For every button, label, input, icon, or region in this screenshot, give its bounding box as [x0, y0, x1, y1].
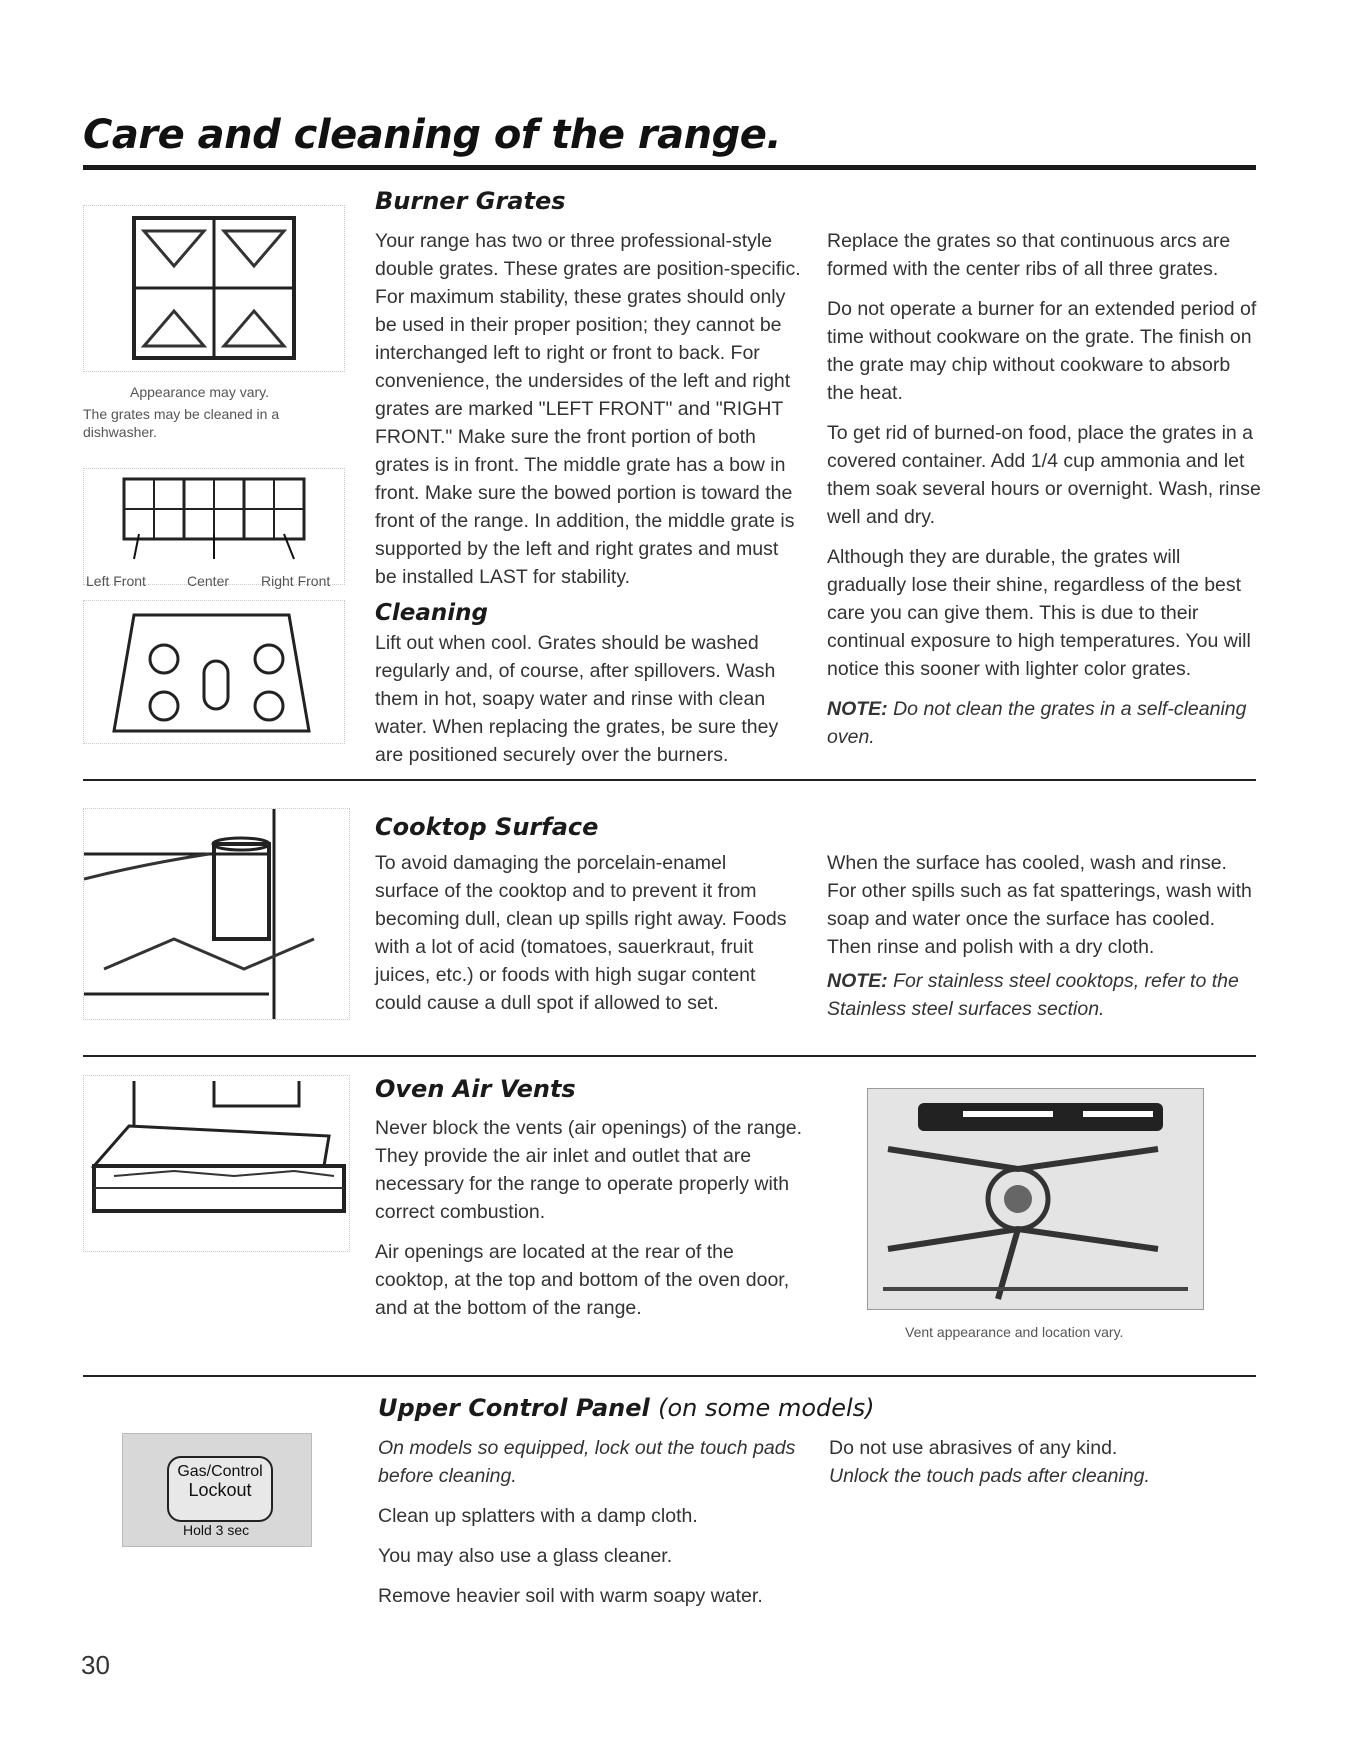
unlock-pads-paragraph: Unlock the touch pads after cleaning. — [829, 1465, 1150, 1487]
lockout-line2: Lockout — [188, 1480, 252, 1500]
three-grates-illustration — [83, 468, 345, 585]
damp-cloth-paragraph: Clean up splatters with a damp cloth. — [378, 1505, 698, 1527]
lockout-line3: Hold 3 sec — [183, 1522, 250, 1538]
grates-note — [827, 695, 1262, 751]
section-divider-3 — [83, 1375, 1256, 1377]
cooktop-burners-illustration — [83, 600, 345, 744]
upper-control-panel-col2 — [829, 1434, 1249, 1490]
vent-caption: Vent appearance and location vary. — [905, 1324, 1124, 1340]
label-center: Center — [187, 573, 230, 589]
burner-grates-col1 — [375, 227, 805, 769]
vents-location-paragraph: Air openings are located at the rear of the cooktop, at the top and bottom of the oven door, and at the bottom of the range. — [375, 1241, 790, 1319]
cooktop-cooled-paragraph: When the surface has cooled, wash and rinse. For other spills such as fat spatterings, wash with soap and water once the surface has cooled. Then rinse and polish with a dry cloth. — [827, 852, 1252, 958]
section-divider-1 — [83, 779, 1256, 781]
cooktop-note-label: NOTE: — [827, 970, 888, 992]
cooktop-surface-col2 — [827, 849, 1252, 1023]
grate-caption-dishwasher: The grates may be cleaned in a dishwasher. — [83, 406, 280, 440]
no-abrasives-paragraph: Do not use abrasives of any kind. — [829, 1437, 1118, 1459]
grates-durable-paragraph: Although they are durable, the grates will gradually lose their shine, regardless of the best care you can give them. This is due to their continual exposure to high temperatures. You will notice this sooner with lighter color grates. — [827, 546, 1251, 680]
grate-caption-appearance: Appearance may vary. — [130, 384, 270, 400]
note-text: Do not clean the grates in a self-cleaning oven. — [827, 698, 1247, 748]
label-right-front: Right Front — [261, 573, 331, 589]
cleaning-heading: Cleaning — [375, 600, 488, 626]
note-label: NOTE: — [827, 698, 888, 720]
grates-burned-on-paragraph: To get rid of burned-on food, place the grates in a covered container. Add 1/4 cup ammonia and let them soak several hours or overnight. Wash, rinse well and dry. — [827, 422, 1261, 528]
upper-control-panel-subtitle: (on some models) — [658, 1394, 875, 1422]
upper-control-panel-heading — [378, 1394, 875, 1422]
cooktop-note-text: For stainless steel cooktops, refer to the Stainless steel surfaces section. — [827, 970, 1239, 1020]
upper-control-panel-title: Upper Control Panel — [378, 1394, 650, 1422]
oven-air-vents-text — [375, 1114, 805, 1334]
pot-on-cooktop-illustration — [83, 808, 350, 1020]
cooktop-surface-heading: Cooktop Surface — [375, 813, 599, 841]
oven-air-vents-heading: Oven Air Vents — [375, 1075, 576, 1103]
cleaning-paragraph: Lift out when cool. Grates should be washed regularly and, of course, after spillovers. Wash them in hot, soapy water and rinse with clean water. When replacing the grates, be sure they are positioned securely over the burners. — [375, 632, 779, 766]
grates-operate-paragraph: Do not operate a burner for an extended period of time without cookware on the grate. The finish on the grate may chip without cookware to absorb the heat. — [827, 298, 1257, 404]
burner-grates-col2 — [827, 227, 1262, 763]
vent-photo — [867, 1088, 1204, 1310]
single-grate-illustration — [83, 205, 345, 372]
cooktop-surface-col1: To avoid damaging the porcelain-enamel surface of the cooktop and to prevent it from becoming dull, clean up spills right away. Foods with a lot of acid (tomatoes, sauerkraut, fruit juices, etc.) or foods with high sugar content could cause a dull spot if allowed to set. — [375, 852, 787, 1014]
title-rule — [83, 165, 1256, 170]
label-left-front: Left Front — [86, 573, 146, 589]
soapy-water-paragraph: Remove heavier soil with warm soapy water. — [378, 1585, 763, 1607]
vents-block-paragraph: Never block the vents (air openings) of the range. They provide the air inlet and outlet that are necessary for the range to operate properly with correct combustion. — [375, 1117, 803, 1223]
grates-replace-paragraph: Replace the grates so that continuous arcs are formed with the center ribs of all three grates. — [827, 230, 1231, 280]
burner-grates-paragraph: Your range has two or three professional-style double grates. These grates are position-specific. For maximum stability, these grates should only be used in their proper position; they cannot be interchanged left to right or front to back. For convenience, the undersides of the left and right grates are marked "LEFT FRONT" and "RIGHT FRONT." Make sure the front portion of both grates is in front. The middle grate has a bow in front. Make sure the bowed portion is toward the front of the range. In addition, the middle grate is supported by the left and right grates and must be installed LAST for stability. — [375, 230, 801, 588]
glass-cleaner-paragraph: You may also use a glass cleaner. — [378, 1545, 673, 1567]
upper-control-panel-col1 — [378, 1434, 808, 1622]
lockout-pad-illustration — [122, 1433, 312, 1547]
page-title: Care and cleaning of the range. — [83, 112, 782, 158]
lock-pads-paragraph: On models so equipped, lock out the touch pads before cleaning. — [378, 1437, 796, 1487]
lockout-button — [167, 1456, 273, 1522]
cooktop-note — [827, 967, 1252, 1023]
range-vents-illustration — [83, 1075, 350, 1252]
lockout-line1: Gas/Control — [177, 1463, 263, 1480]
section-divider-2 — [83, 1055, 1256, 1057]
burner-grates-heading: Burner Grates — [375, 187, 566, 215]
page-number: 30 — [81, 1650, 110, 1680]
